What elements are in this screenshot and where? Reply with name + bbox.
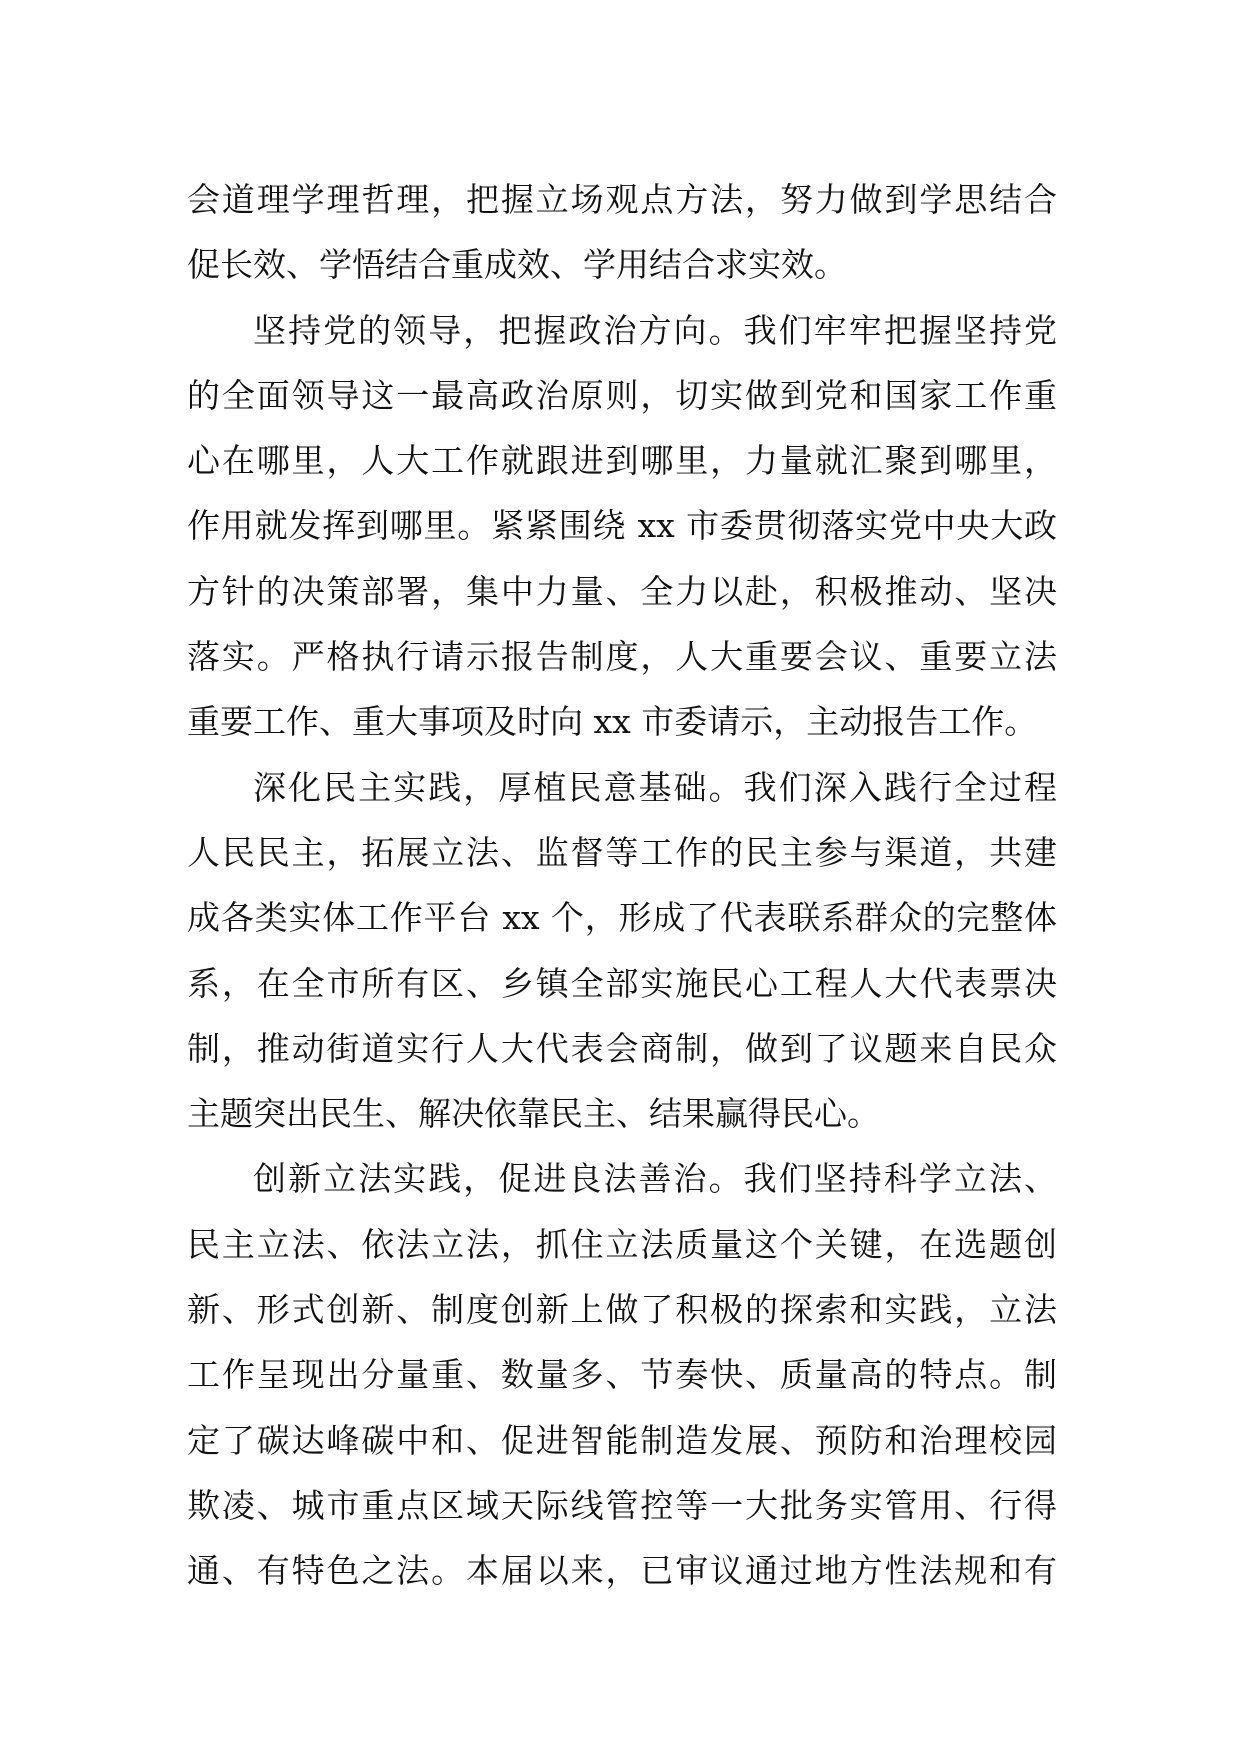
text-line: 系，在全市所有区、乡镇全部实施民心工程人大代表票决 bbox=[187, 963, 1057, 1003]
text-line: 欺凌、城市重点区域天际线管控等一大批务实管用、行得 bbox=[187, 1485, 1057, 1525]
text-line: 人民民主，拓展立法、监督等工作的民主参与渠道，共建 bbox=[187, 832, 1057, 872]
text-line: 会道理学理哲理，把握立场观点方法，努力做到学思结合 bbox=[187, 180, 1057, 219]
text-line: 成各类实体工作平台 xx 个，形成了代表联系群众的完整体 bbox=[187, 898, 1057, 938]
text-line: 方针的决策部署，集中力量、全力以赴，积极推动、坚决 bbox=[187, 571, 1057, 611]
text-line: 通、有特色之法。本届以来，已审议通过地方性法规和有 bbox=[187, 1551, 1057, 1591]
paragraph-heading-line: 坚持党的领导，把握政治方向。我们牢牢把握坚持党 bbox=[253, 310, 1057, 350]
text-line: 制，推动街道实行人大代表会商制，做到了议题来自民众 bbox=[187, 1028, 1057, 1068]
paragraph-heading-line: 创新立法实践，促进良法善治。我们坚持科学立法、 bbox=[253, 1159, 1057, 1199]
text-line: 的全面领导这一最高政治原则，切实做到党和国家工作重 bbox=[187, 375, 1057, 415]
body-text bbox=[187, 167, 1057, 1604]
text-line: 工作呈现出分量重、数量多、节奏快、质量高的特点。制 bbox=[187, 1355, 1057, 1395]
text-line: 心在哪里，人大工作就跟进到哪里，力量就汇聚到哪里， bbox=[187, 441, 1057, 481]
text-line: 新、形式创新、制度创新上做了积极的探索和实践，立法 bbox=[187, 1290, 1057, 1330]
text-line: 主题突出民生、解决依靠民主、结果赢得民心。 bbox=[187, 1094, 880, 1134]
text-line: 民主立法、依法立法，抓住立法质量这个关键，在选题创 bbox=[187, 1224, 1057, 1264]
text-line: 促长效、学悟结合重成效、学用结合求实效。 bbox=[187, 245, 847, 285]
text-line: 定了碳达峰碳中和、促进智能制造发展、预防和治理校园 bbox=[187, 1420, 1057, 1460]
text-line: 重要工作、重大事项及时向 xx 市委请示，主动报告工作。 bbox=[187, 702, 1038, 742]
paragraph-heading-line: 深化民主实践，厚植民意基础。我们深入践行全过程 bbox=[253, 767, 1057, 807]
text-line: 作用就发挥到哪里。紧紧围绕 xx 市委贯彻落实党中央大政 bbox=[187, 506, 1057, 546]
text-line: 落实。严格执行请示报告制度，人大重要会议、重要立法 bbox=[187, 637, 1057, 677]
